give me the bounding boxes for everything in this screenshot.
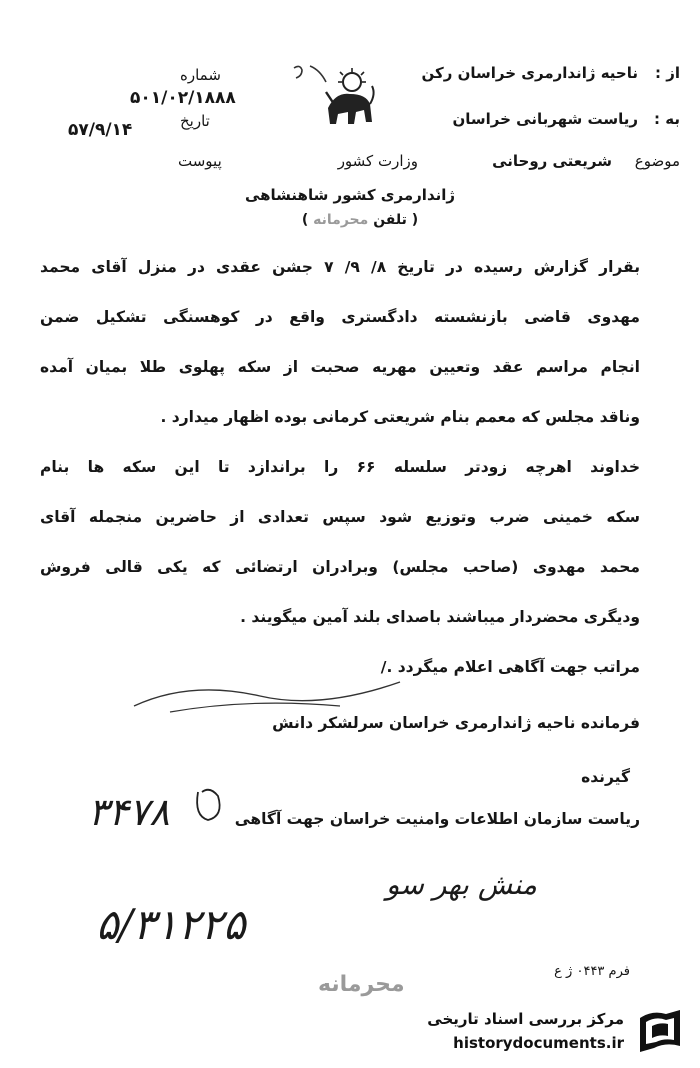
body-line: محمد مهدوی (صاحب مجلس) وبرادران ارتضائی که یکی قالی فروش bbox=[40, 558, 640, 576]
date-value: ۵۷/۹/۱۴ bbox=[68, 120, 133, 140]
body-line: خداوند اهرچه زودتر سلسله ۶۶ را براندازد تا این سکه ها بنام bbox=[40, 458, 640, 476]
recipients-line: ریاست سازمان اطلاعات وامنیت خراسان جهت آگاهی bbox=[234, 810, 640, 828]
watermark-url: historydocuments.ir bbox=[453, 1034, 624, 1052]
from-label: از : bbox=[655, 64, 680, 82]
to-value: ریاست شهربانی خراسان bbox=[452, 110, 638, 128]
ministry-name: وزارت کشور bbox=[337, 152, 418, 170]
from-value: ناحیه ژاندارمری خراسان رکن bbox=[421, 64, 638, 82]
watermark bbox=[422, 1006, 692, 1062]
body-line: وناقد مجلس که معمم بنام شریعتی کرمانی بوده اظهار میدارد . bbox=[160, 408, 640, 426]
body-line: ودیگری محضردار میباشند باصدای بلند آمین میگویند . bbox=[240, 608, 640, 626]
phone-line bbox=[280, 212, 440, 228]
form-number: فرم ۰۴۴۳ ژ ع bbox=[554, 964, 630, 979]
organization-title: ژاندارمری کشور شاهنشاهی bbox=[244, 186, 456, 204]
body-line: سکه خمینی ضرب وتوزیع شود سپس تعدادی از حاضرین منجمله آقای bbox=[40, 508, 640, 526]
attachment-label: پیوست bbox=[178, 152, 222, 170]
phone-confidential-stamp: محرمانه bbox=[313, 212, 369, 228]
body-line: مهدوی قاضی بازنشسته دادگستری واقع در کوهسنگی تشکیل ضمن bbox=[40, 308, 640, 326]
subject-label: موضوع bbox=[634, 152, 680, 170]
subject-value: شریعتی روحانی bbox=[492, 152, 612, 170]
handwritten-number-top: ۳۴۷۸ bbox=[88, 790, 170, 834]
handwritten-signature: منش بهر سو bbox=[386, 868, 538, 901]
phone-label: ( تلفن bbox=[373, 212, 419, 228]
body-line: انجام مراسم عقد وتعیین مهریه صحبت از سکه پهلوی طلا بمیان آمده bbox=[40, 358, 640, 376]
body-line: بقرار گزارش رسیده در تاریخ ۸/ ۹/ ۷ جشن عقدی در منزل آقای محمد bbox=[40, 258, 641, 276]
header-initial-mark-icon bbox=[290, 62, 330, 88]
signatory-line: فرمانده ناحیه ژاندارمری خراسان سرلشکر دانش bbox=[272, 714, 640, 732]
phone-close-paren: ) bbox=[301, 212, 309, 228]
number-label: شماره bbox=[180, 66, 221, 84]
number-value: ۵۰۱/۰۲/۱۸۸۸ bbox=[130, 88, 236, 108]
to-label: به : bbox=[654, 110, 680, 128]
signature-flourish-icon bbox=[130, 676, 410, 716]
confidential-stamp-footer: محرمانه bbox=[318, 972, 405, 997]
date-label: تاریخ bbox=[180, 112, 210, 130]
handwritten-circle-mark-icon bbox=[190, 786, 230, 826]
recipients-label: گیرنده bbox=[581, 768, 630, 786]
closing-line: مراتب جهت آگاهی اعلام میگردد ./ bbox=[380, 658, 640, 676]
archive-logo-icon bbox=[632, 1008, 688, 1058]
watermark-title: مرکز بررسی اسناد تاریخی bbox=[427, 1010, 624, 1028]
handwritten-number-bottom: ۵/۳۱۲۲۵ bbox=[96, 900, 246, 949]
